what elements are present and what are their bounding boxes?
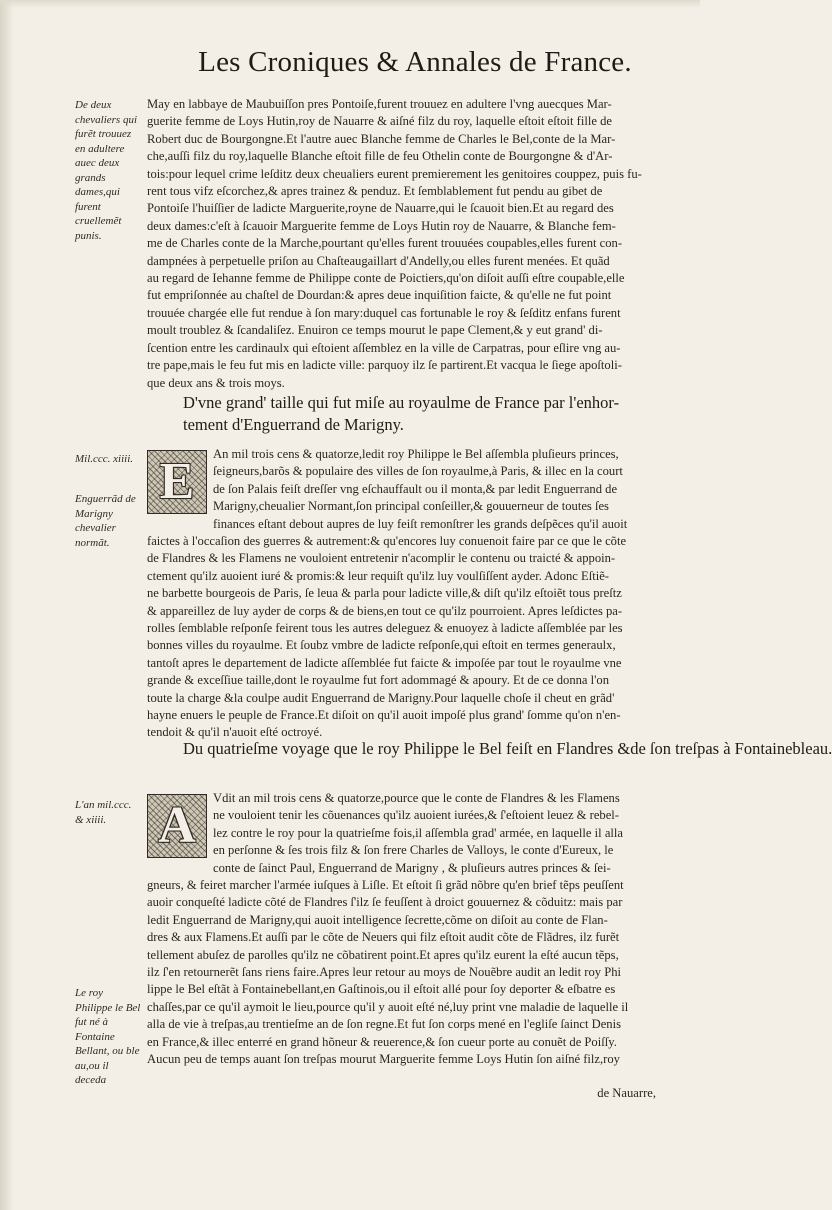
text-line: de Flandres & les Flamens ne vouloient entretenir n'acomplir le contenu ou traicté & appoin- <box>147 551 616 566</box>
decorated-initial-e <box>147 450 207 514</box>
text-line: lippe le Bel eſtãt à Fontainebellant,en Gaſtinois,ou il eſtoit allé pour ſoy deporter & eſbatre es <box>147 982 616 997</box>
page-top-shadow <box>0 0 700 8</box>
text-line: Marigny,cheualier Normant,ſon principal conſeiller,& gouuerneur de toutes ſes <box>213 499 609 514</box>
text-line: fut empriſonnée au chaſtel de Dourdan:& apres deue inquiſition faicte, & qu'elle ne fut point <box>147 288 612 303</box>
text-line: de ſon Palais feiſt dreſſer vng eſchauffault ou il monta,& par ledit Enguerrand de <box>213 481 618 496</box>
heading-line: Du quatrieſme voyage que le roy Philippe le Bel feiſt en Flandres & <box>183 739 631 758</box>
heading-line: D'vne grand' taille qui fut miſe au royaulme de France par l'enhor- <box>183 393 620 412</box>
text-line: dres & aux Flamens.Et auſſi par le cõte de Neuers qui filz eſtoit audit cõte de Flãdres, ilz furẽt <box>147 930 620 945</box>
text-line: hayne enuers le peuple de France.Et diſoit on qu'il auoit impoſé plus grand' ſomme qu'on n'en- <box>147 708 621 723</box>
text-line: Robert duc de Bourgongne.Et l'autre auec Blanche femme de Charles le Bel,conte de la Mar- <box>147 131 616 146</box>
text-line: moult troublez & ſcandaliſez. Enuiron ce temps mourut le pape Clement,& y eut grand' di- <box>147 323 603 338</box>
text-line: Aucun peu de temps auant ſon treſpas mourut Marguerite femme Loys Hutin ſon aiſné filz,roy <box>147 1052 620 1067</box>
text-line: bonnes villes du royaulme. Et ſoubz vmbre de ladicte reſponſe,qui eſtoit en termes generaulx, <box>147 638 616 653</box>
margin-note-5: Le roy Philippe le Bel fut né à Fontaine Bellant, ou ble au,ou il deceda <box>75 987 141 1086</box>
section-3-text-beside-initial <box>213 790 655 877</box>
text-line: me de Charles conte de la Marche,pourtant qu'elles furent trouuées coupables,elles furent con- <box>147 236 623 251</box>
text-line: gneurs, & feiret marcher l'armée iuſques à Liſle. Et eſtoit ſi grãd nõbre qu'en brief tẽps peuſſent <box>147 878 624 892</box>
text-line: & appareillez de luy ayder de corps & de biens,en tout ce qu'ilz pourroient. Apres leſdictes pa- <box>147 603 623 618</box>
text-line: conte de ſainct Paul, Enguerrand de Marigny , & pluſieurs autres princes & ſei- <box>213 860 611 875</box>
text-line: ilz ſ'en retournerẽt ſans riens faire.Apres leur retour au moys de Nouẽbre audit an ledit roy Phi <box>147 965 622 980</box>
chapter-heading-voyage <box>183 738 832 760</box>
heading-line: tement d'Enguerrand de Marigny. <box>183 415 404 434</box>
catchword: de Nauarre, <box>597 1086 656 1100</box>
text-line: toute la charge &la coulpe audit Enguerrand de Marigny.Pour laquelle choſe il cheut en grãd' <box>147 690 615 705</box>
initial-letter-a: A <box>158 797 196 854</box>
text-line: Vdit an mil trois cens & quatorze,pource que le conte de Flandres & les Flamens <box>213 791 620 805</box>
section-2-text-beside-initial <box>213 446 655 533</box>
margin-note-1: De deux chevaliers qui furẽt trouuez en adultere auec deux grands dames,qui furent cruellemẽt punis. <box>75 99 138 242</box>
section-1-text <box>147 96 655 392</box>
text-line: chaſſes,par ce qu'il aymoit le lieu,pource qu'il y auoit eſté né,luy print vne maladie de laquelle il <box>147 999 629 1014</box>
text-line: faictes à l'occaſion des guerres & autrement:& qu'encores luy conuenoit faire par ce que le cõte <box>147 534 627 548</box>
text-line: An mil trois cens & quatorze,ledit roy Philippe le Bel aſſembla pluſieurs princes, <box>213 447 619 461</box>
decorated-initial-a <box>147 794 207 858</box>
text-line: rent tous vifz eſcorchez,& apres trainez & penduz. Et ſemblablement fut pendu au gibet de <box>147 184 603 199</box>
margin-note-3: Enguerrãd de Marigny chevalier normãt. <box>75 493 136 549</box>
text-line: ſcention entre les cardinaulx qui eſtoient aſſemblez en la ville de Carpatras, pour eſlire vng au- <box>147 340 621 355</box>
text-line: tantoſt apres le departement de ladicte aſſemblée fut faicte & impoſée par tout le royaulme vne <box>147 655 622 670</box>
text-line: tre pape,mais le feu fut mis en ladicte ville: parquoy ilz ſe partirent.Et vacqua le ſiege apoſtoli- <box>147 358 622 373</box>
section-2-text <box>147 533 655 742</box>
text-line: trouuée chargée elle fut rendue à ſon mary:duquel cas fortunable le roy & ſeſditz enfans furent <box>147 305 621 320</box>
text-line: guerite femme de Loys Hutin,roy de Nauarre & aiſné filz du roy, laquelle eſtoit eſtoit fille de <box>147 114 612 129</box>
text-line: rolles ſemblable reſponſe feirent tous les autres deleguez & enuoyez à ladicte aſſemblée par les <box>147 621 623 636</box>
text-line: que deux ans & trois moys. <box>147 375 285 390</box>
text-line: che,auſſi filz du roy,laquelle Blanche eſtoit fille de feu Othelin conte de Bourgongne & d'Ar- <box>147 149 613 164</box>
text-line: en perſonne & ſes trois filz & ſon frere Charles de Valloys, le conte d'Eureux, le <box>213 843 614 858</box>
initial-letter-e: E <box>159 453 195 510</box>
text-line: Pontoiſe l'huiſſier de ladicte Marguerite,royne de Nauarre,qui le ſcauoit bien.Et au regard des <box>147 201 614 216</box>
text-line: grande & exceſſiue taille,dont le royaulme fut fort adommagé & apoury. Et de ce donna l'on <box>147 673 610 688</box>
margin-note-2: Mil.ccc. xiiii. <box>75 453 134 465</box>
text-line: tendoit & qu'il n'auoit eſté octroyé. <box>147 725 323 740</box>
text-line: ledit Enguerrand de Marigny,qui auoit intelligence ſecrette,cõme on diſoit au conte de Flan- <box>147 912 608 927</box>
text-line: May en labbaye de Maubuiſſon pres Pontoiſe,furent trouuez en adultere l'vng auecques Mar- <box>147 97 612 111</box>
running-title: Les Croniques & Annales de France. <box>198 46 632 78</box>
margin-note-4: L'an mil.ccc. & xiiii. <box>75 799 132 826</box>
text-line: ctement qu'ilz auoient iuré & promis:& leur requiſt qu'ilz luy voulſiſſent ayder. Adonc Eſtiẽ- <box>147 568 610 583</box>
text-line: dampnées à perpetuelle priſon au Chaſteaugaillart d'Andelly,ou elles furent menées. Et quãd <box>147 253 610 268</box>
text-line: ne barbette bourgeois de Paris, ſe leua & parla pour ladicte ville,& diſt qu'ilz eſtoiẽt tous preſtz <box>147 586 622 601</box>
text-line: tellement abuſez de parolles qu'ilz ne cõbatirent point.Et apres qu'ilz eurent la eſté aucun tẽps, <box>147 947 619 962</box>
heading-line: de ſon treſpas à Fontainebleau. <box>630 739 832 758</box>
text-line: lez contre le roy pour la quatrieſme fois,il aſſembla grad' armée, en laquelle il alla <box>213 825 623 840</box>
text-line: ne vouloient tenir les cõuenances qu'ilz auoient iurées,& ſ'eſtoient leuez & rebel- <box>213 808 619 823</box>
text-line: finances eſtant debout aupres de luy feiſt remonſtrer les grands deſpẽces qu'il auoit <box>213 516 628 531</box>
text-line: en France,& illec enterré en grand hõneur & reuerence,& ſon cueur porte au conuẽt de Poiſſy. <box>147 1034 617 1049</box>
page-gutter-shadow <box>0 0 14 1210</box>
text-line: au regard de Iehanne femme de Philippe conte de Poictiers,qu'on diſoit auſſi eſtre coupable,elle <box>147 271 625 286</box>
text-line: alla de vie à treſpas,au trentieſme an de ſon regne.Et fut ſon corps mené en l'egliſe ſainct Denis <box>147 1017 622 1032</box>
section-3-text <box>147 877 655 1068</box>
text-line: ſeigneurs,barõs & populaire des villes de ſon royaulme,à Paris, & illec en la court <box>213 464 623 479</box>
chapter-heading-taille <box>183 392 663 436</box>
text-line: deux dames:c'eſt à ſcauoir Marguerite femme de Loys Hutin roy de Nauarre, & Blanche fem- <box>147 218 616 233</box>
text-line: tois:pour lequel crime leſditz deux cheualiers eurent premierement les genitoires couppez, puis fu- <box>147 166 642 181</box>
text-line: auoir conqueſté ladicte cõté de Flandres ſ'ilz ſe feuſſent à droict gouuernez & cõduitz: mais par <box>147 895 623 910</box>
